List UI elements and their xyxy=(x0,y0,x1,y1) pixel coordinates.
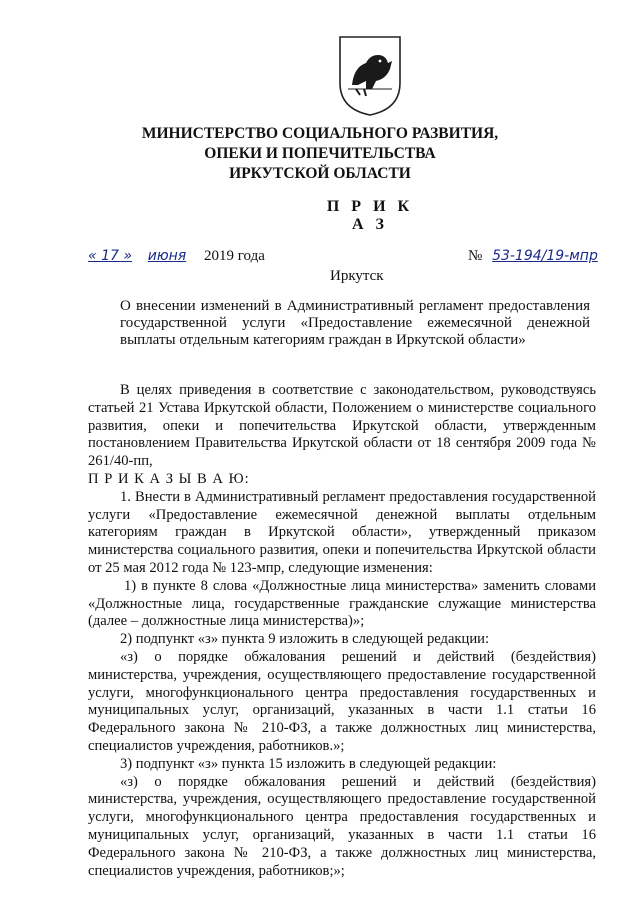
document-number xyxy=(468,248,598,265)
document-type: П Р И К А З xyxy=(326,198,414,233)
coat-of-arms-icon xyxy=(336,33,404,117)
paragraph-1-2: 2) подпункт «з» пункта 9 изложить в следующей редакции: xyxy=(120,631,490,648)
document-date xyxy=(88,248,265,265)
paragraph-1-3-text: «з) о порядке обжалования решений и действий (бездействия) министерства, учреждения, осуществляющего предоставление государственной услуги, многофункционального центра предоставления государственных и муниципальных услуг, организаций, указанных в части 1.1 статьи 16 Федерального закона № 210-ФЗ, а также должностных лиц министерства, специалистов учреждения, работников;»; xyxy=(88,773,596,879)
number-value: 53-194/19-мпр xyxy=(492,248,598,264)
document-body xyxy=(88,382,596,880)
paragraph-1: 1. Внести в Административный регламент предоставления государственной услуги «Предоставление ежемесячной денежной выплаты отдельным категориям граждан в Иркутской области», утвержденный приказом министерства социального развития, опеки и попечительства Иркутской области от 25 мая 2012 года № 123-мпр, следующие изменения: xyxy=(88,488,596,576)
date-year: 2019 года xyxy=(203,248,265,264)
ministry-line: ИРКУТСКОЙ ОБЛАСТИ xyxy=(229,165,411,182)
ministry-line: МИНИСТЕРСТВО СОЦИАЛЬНОГО РАЗВИТИЯ, xyxy=(141,125,499,142)
number-label: № xyxy=(468,248,483,264)
ministry-name xyxy=(0,124,640,184)
paragraph-1-2-text: «з) о порядке обжалования решений и действий (бездействия) министерства, учреждения, осуществляющего предоставление государственной услуги, многофункционального центра предоставления государственных и муниципальных услуг, организаций, указанных в части 1.1 статьи 16 Федерального закона № 210-ФЗ, а также должностных лиц министерства, специалистов учреждения, работников.»; xyxy=(88,648,596,754)
date-day: « 17 » xyxy=(88,248,132,264)
prikazyvayu: П Р И К А З Ы В А Ю: xyxy=(88,470,250,487)
date-month: июня xyxy=(147,248,187,264)
document-subject: О внесении изменений в Административный регламент предоставления государственной услуги «Предоставление ежемесячной денежной выплаты отдельным категориям граждан в Иркутской области» xyxy=(120,298,590,348)
paragraph-1-1: 1) в пункте 8 слова «Должностные лица министерства» заменить словами «Должностные лица, государственные гражданские служащие министерства (далее – должностные лица министерства)»; xyxy=(88,577,596,630)
ministry-line: ОПЕКИ И ПОПЕЧИТЕЛЬСТВА xyxy=(204,145,436,162)
paragraph-1-3: 3) подпункт «з» пункта 15 изложить в следующей редакции: xyxy=(120,755,497,772)
preamble: В целях приведения в соответствие с законодательством, руководствуясь статьей 21 Устава Иркутской области, Положением о министерстве социального развития, опеки и попечительства Иркутской области, утвержденным постановлением Правительства Иркутской области от 18 сентября 2009 года № 261/40-пп, xyxy=(88,382,596,470)
document-city: Иркутск xyxy=(330,268,384,284)
